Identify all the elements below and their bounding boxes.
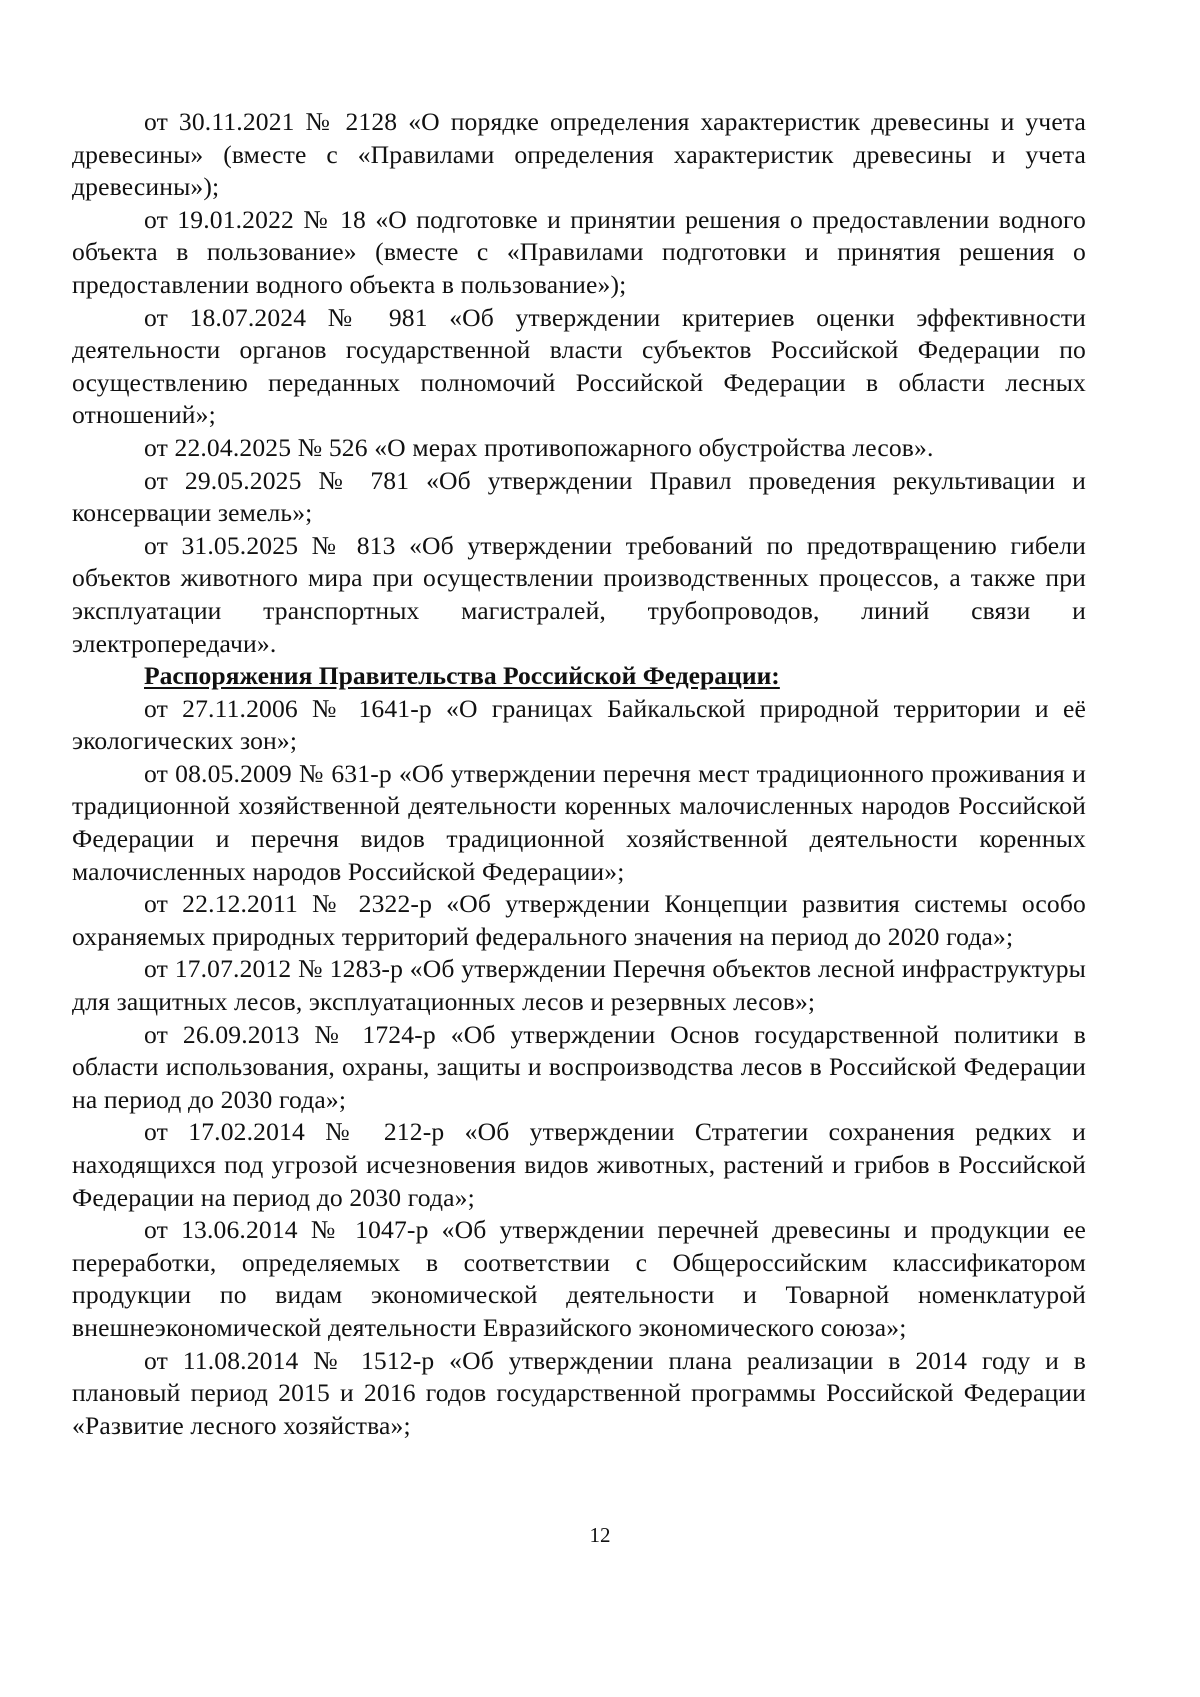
paragraph-order-1724: от 26.09.2013 № 1724-р «Об утверждении Основ государственной политики в области использования, охраны, защиты и воспроизводства лесов в Российской Федерации на период до 2030 года»; [72,1019,1086,1114]
paragraph-decree-2128: от 30.11.2021 № 2128 «О порядке определения характеристик древесины и учета древесины» (вместе с «Правилами определения характеристик древесины и учета древесины»); [72,107,1086,202]
paragraph-decree-18: от 19.01.2022 № 18 «О подготовке и принятии решения о предоставлении водного объекта в пользование» (вместе с «Правилами подготовки и принятия решения о предоставлении водного объекта в пользование»); [72,204,1086,299]
paragraph-decree-526: от 22.04.2025 № 526 «О мерах противопожарного обустройства лесов». [144,432,934,462]
paragraph-order-1641: от 27.11.2006 № 1641-р «О границах Байкальской природной территории и её экологических зон»; [72,693,1086,756]
paragraph-decree-981: от 18.07.2024 № 981 «Об утверждении критериев оценки эффективности деятельности органов государственной власти субъектов Российской Федерации по осуществлению переданных полномочий Российской Федерации в области лесных отношений»; [72,302,1086,430]
paragraph-order-1047: от 13.06.2014 № 1047-р «Об утверждении перечней древесины и продукции ее переработки, определяемых в соответствии с Общероссийским классификатором продукции по видам экономической деятельности и Товарной номенклатурой внешнеэкономической деятельности Евразийского экономического союза»; [72,1215,1086,1342]
document-page [72,106,1086,1442]
paragraph-decree-813: от 31.05.2025 № 813 «Об утверждении требований по предотвращению гибели объектов животного мира при осуществлении производственных процессов, а также при эксплуатации транспортных магистралей, трубопроводов, линий связи и электропередачи». [72,530,1086,658]
paragraph-order-212: от 17.02.2014 № 212-р «Об утверждении Стратегии сохранения редких и находящихся под угрозой исчезновения видов животных, растений и грибов в Российской Федерации на период до 2030 года»; [72,1117,1086,1212]
paragraph-order-1283: от 17.07.2012 № 1283-р «Об утверждении Перечня объектов лесной инфраструктуры для защитных лесов, эксплуатационных лесов и резервных лесов»; [72,954,1086,1017]
paragraph-order-2322: от 22.12.2011 № 2322-р «Об утверждении Концепции развития системы особо охраняемых природных территорий федерального значения на период до 2020 года»; [72,889,1086,951]
paragraph-decree-781: от 29.05.2025 № 781 «Об утверждении Правил проведения рекультивации и консервации земель»; [72,465,1086,528]
section-heading: Распоряжения Правительства Российской Федерации: [144,661,780,691]
page-number: 12 [589,1523,611,1547]
paragraph-order-631: от 08.05.2009 № 631-р «Об утверждении перечня мест традиционного проживания и традиционной хозяйственной деятельности коренных малочисленных народов Российской Федерации и перечня видов традиционной хозяйственной деятельности коренных малочисленных народов Российской Федерации»; [72,758,1086,886]
paragraph-order-1512: от 11.08.2014 № 1512-р «Об утверждении плана реализации в 2014 году и в плановый период 2015 и 2016 годов государственной программы Российской Федерации «Развитие лесного хозяйства»; [72,1345,1086,1440]
